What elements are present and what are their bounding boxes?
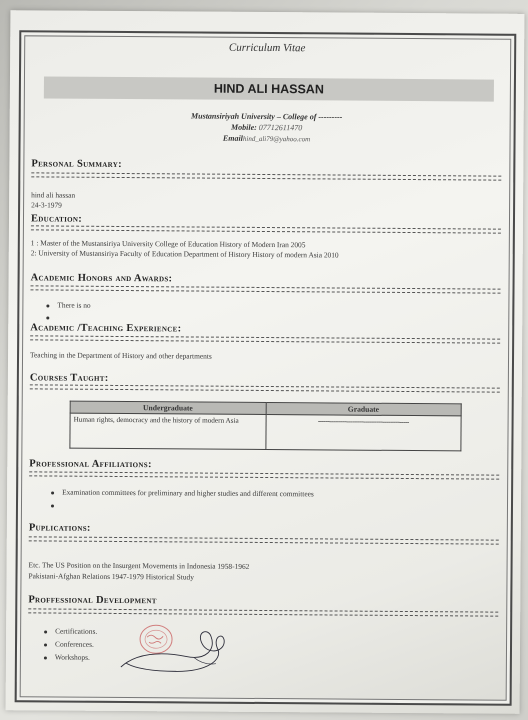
affiliation: Mustansiriyah University – College of ---------: [191, 111, 343, 122]
publication-item-1: Etc. The US Position on the Insurgent Movements in Indonesia 1958-1962: [28, 560, 250, 571]
mobile-label: Mobile:: [231, 122, 257, 132]
table-row: [70, 413, 461, 451]
development-item: [44, 639, 94, 648]
personal-summary-heading: Personal Summary:: [31, 158, 122, 170]
courses-table: [69, 401, 461, 452]
affiliation-item-text: Examination committees for preliminary and higher studies and different committees: [62, 487, 314, 499]
experience-heading: Academic /Teaching Experience:: [30, 322, 182, 335]
honors-item: [46, 300, 90, 309]
education-item-1: 1 : Master of the Mustansiriya University College of Education History of Modern Iran 2005: [30, 238, 306, 250]
graduate-header: Graduate: [266, 403, 462, 416]
development-item: [44, 626, 97, 635]
honors-item: [46, 312, 57, 321]
mobile-value: 07712611470: [258, 122, 303, 133]
development-item: [44, 652, 90, 661]
experience-text: Teaching in the Department of History and other departments: [30, 350, 212, 361]
development-heading: Proffessional Development: [28, 594, 157, 607]
signature-stamp: [116, 611, 266, 682]
education-heading: Education:: [30, 213, 83, 225]
undergraduate-cell: Human rights, democracy and the history of modern Asia: [70, 413, 266, 449]
cv-page: [6, 10, 525, 714]
affiliation-item: [51, 501, 62, 510]
document-title: Curriculum Vitae: [228, 41, 306, 55]
affiliation-item: [51, 488, 314, 499]
development-item-text: Workshops.: [54, 652, 90, 662]
official-seal-icon: [140, 625, 172, 653]
education-item-2: 2: University of Mustansiriya Faculty of Education Department of History History of modern Asia 2010: [30, 248, 339, 260]
development-item-text: Certifications.: [55, 626, 98, 636]
signature-icon: [121, 631, 224, 672]
publications-heading: Puplications:: [28, 522, 91, 534]
candidate-name: HIND ALI HASSAN: [44, 76, 494, 101]
summary-dob: 24-3-1979: [31, 200, 62, 210]
email-label: Email: [222, 133, 243, 143]
email-value: hind_ali79@yahoo.com: [242, 134, 311, 144]
honors-item-text: There is no: [57, 300, 91, 310]
honors-heading: Academic Honors and Awards:: [30, 272, 173, 285]
development-item-text: Conferences.: [54, 639, 94, 649]
graduate-cell: ------------------------------------------------: [265, 415, 461, 451]
courses-heading: Courses Taught:: [29, 372, 109, 384]
undergraduate-header: Undergraduate: [70, 401, 266, 414]
publication-item-2: Pakistani-Afghan Relations 1947-1979 Historical Study: [28, 571, 194, 582]
affiliations-heading: Professional Affiliations:: [29, 458, 152, 471]
summary-name: hind ali hassan: [31, 190, 76, 200]
